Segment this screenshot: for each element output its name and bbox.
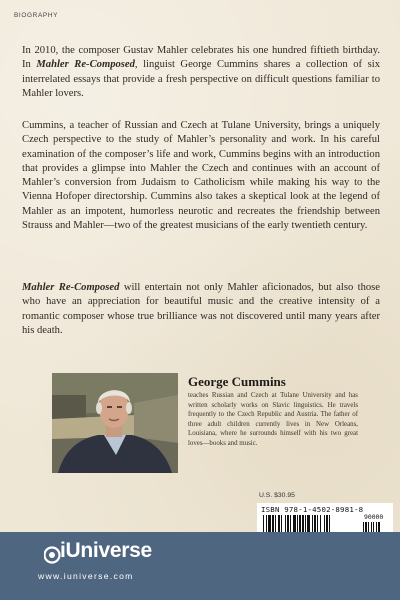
publisher-logo-text: iUniverse — [60, 539, 152, 562]
description-text: will entertain not only Mahler aficionados, but also those who have an appreciation for beautiful music and the creative intensity of a romantic composer whose true brilliance was not discovered until many years after his death. — [22, 282, 381, 336]
isbn-number: ISBN 978-1-4502-8981-8 — [261, 505, 364, 514]
description-text: In 2010, the composer Gustav Mahler celebrates his one hundred fiftieth birthday. In — [22, 45, 380, 71]
price-label: U.S. $30.95 — [259, 492, 295, 499]
author-photo — [52, 373, 178, 473]
book-title: Mahler Re-Composed — [22, 282, 120, 293]
price-code: 90000 — [364, 513, 384, 521]
description-paragraph-3 — [22, 281, 380, 338]
author-portrait-image — [52, 373, 178, 473]
publisher-website: www.iuniverse.com — [38, 571, 134, 581]
description-paragraph-2: Cummins, a teacher of Russian and Czech at Tulane University, brings a uniquely Czech perspective to the study of Mahler’s personality and work. In his careful examination of the composer’s life and work, Cummins begins with an introduction that provides a glimpse into Mahler the Czech and continues with an account of Mahler’s conversion from Judaism to Catholicism while making his way to the Vienna Hofoper directorship. Cummins also takes a skeptical look at the legend of Mahler as an impotent, humorless neurotic and recreates the friendship between Strauss and Mahler—two of the greatest musicians of the early twentieth century. — [22, 120, 380, 232]
author-name: George Cummins — [188, 374, 286, 389]
description-paragraph-1 — [22, 44, 380, 101]
description-text: , linguist George Cummins shares a collection of six interrelated essays that provide a fresh perspective on difficult questions familiar to Mahler lovers. — [22, 59, 380, 99]
category-label: BIOGRAPHY — [14, 12, 59, 19]
author-bio: teaches Russian and Czech at Tulane University and has written scholarly works on Slavic linguistics. He travels frequently to the Czech Republic and Austria. The father of three adult children currently lives in New Orleans, Louisiana, where he surrounds himself with his two great loves—books and music. — [188, 392, 358, 447]
book-title: Mahler Re-Composed — [36, 59, 135, 71]
